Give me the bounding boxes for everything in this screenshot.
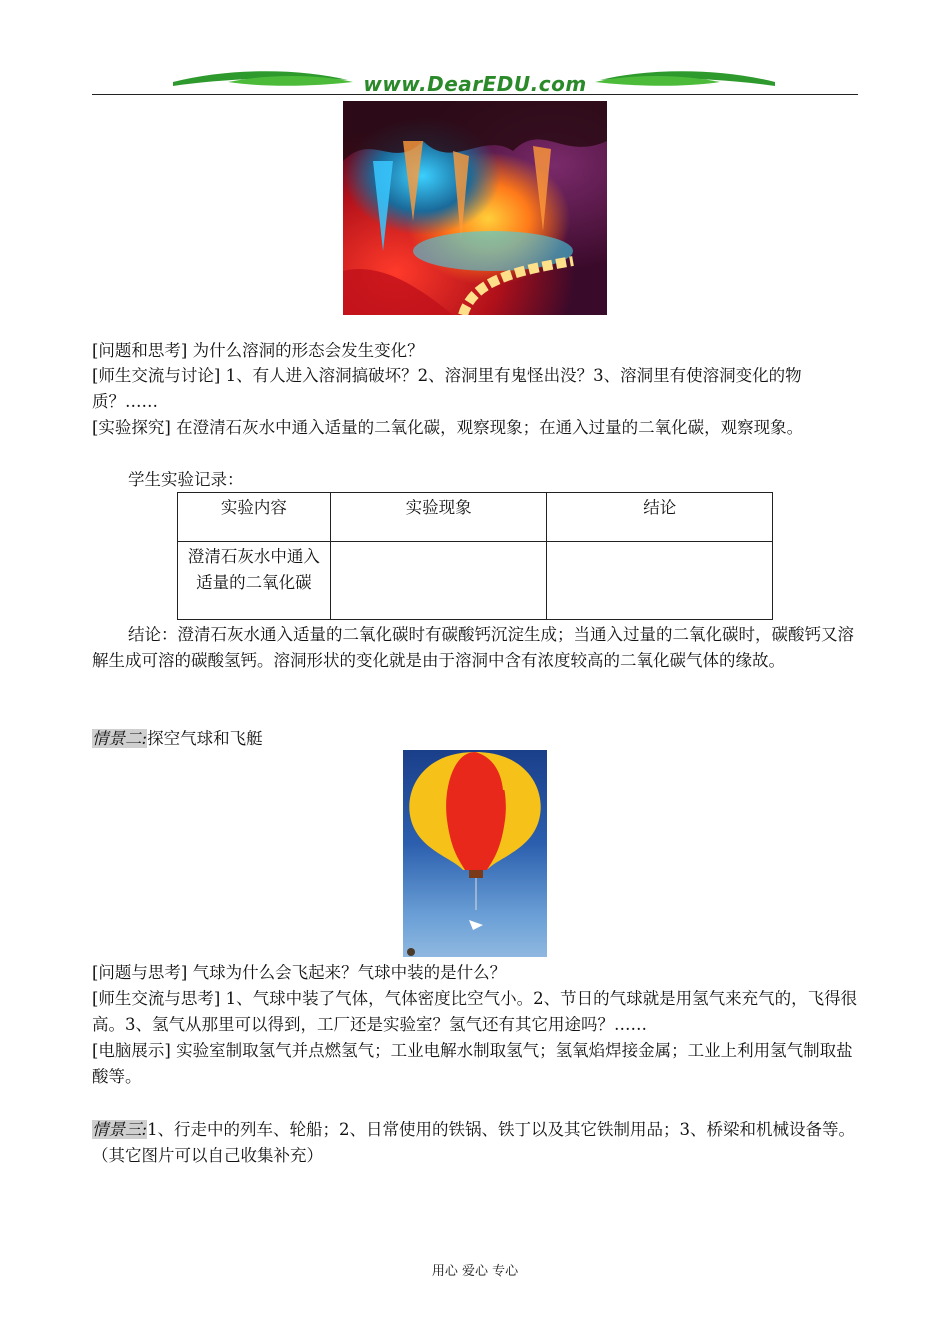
page-footer: 用心 爱心 专心 (431, 1264, 519, 1279)
scene-two-title: 探空气球和飞艇 (147, 729, 263, 748)
table-header-cell: 实验现象 (330, 493, 547, 542)
question-text: [问题和思考] 为什么溶洞的形态会发生变化？ (92, 341, 424, 360)
balloon-discussion-text: [师生交流与思考] 1、气球中装了气体，气体密度比空气小。2、节日的气球就是用氢气来充气的，飞得很高。3、氢气从那里可以得到，工厂还是实验室？氢气还有其它用途吗？…… (92, 989, 858, 1034)
balloon-illustration (403, 750, 547, 957)
site-logo-text: www.DearEDU.com (363, 72, 587, 96)
header-rule (92, 94, 858, 95)
computer-display-text: [电脑展示] 实验室制取氢气并点燃氢气；工业电解水制取氢气；氢氧焰焊接金属；工业上利用氢气制取盐酸等。 (92, 1041, 853, 1086)
table-cell: 澄清石灰水中通入适量的二氧化碳 (178, 542, 331, 620)
balloon-question-text: [问题与思考] 气球为什么会飞起来？气球中装的是什么？ (92, 963, 507, 982)
table-cell (547, 542, 773, 620)
table-cell (330, 542, 547, 620)
experiment-text: [实验探究] 在澄清石灰水中通入适量的二氧化碳，观察现象；在通入过量的二氧化碳，观察现象。 (92, 418, 804, 437)
scene-three-label: 情景三: (92, 1120, 148, 1139)
scene-three-text (92, 1117, 864, 1169)
cave-photo (343, 101, 607, 315)
table-header-cell: 结论 (547, 493, 773, 542)
conclusion-text: 结论：澄清石灰水通入适量的二氧化碳时有碳酸钙沉淀生成；当通入过量的二氧化碳时，碳酸钙又溶解生成可溶的碳酸氢钙。溶洞形状的变化就是由于溶洞中含有浓度较高的二氧化碳气体的缘故。 (92, 625, 854, 670)
scene-two-label: 情景二: (92, 729, 148, 748)
record-label: 学生实验记录： (128, 470, 244, 489)
experiment-record-table (177, 492, 773, 620)
scene-two-heading (92, 726, 864, 752)
table-header-row (178, 493, 773, 542)
balloon-photo (403, 750, 547, 957)
table-header-cell: 实验内容 (178, 493, 331, 542)
cave-illustration (343, 101, 607, 315)
table-row (178, 542, 773, 620)
discussion-text: [师生交流与讨论] 1、有人进入溶洞搞破坏？2、溶洞里有鬼怪出没？3、溶洞里有使溶洞变化的物质？…… (92, 366, 802, 411)
scene-three-body: 1、行走中的列车、轮船；2、日常使用的铁锅、铁丁以及其它铁制用品；3、桥梁和机械设备等。（其它图片可以自己收集补充） (92, 1120, 856, 1165)
